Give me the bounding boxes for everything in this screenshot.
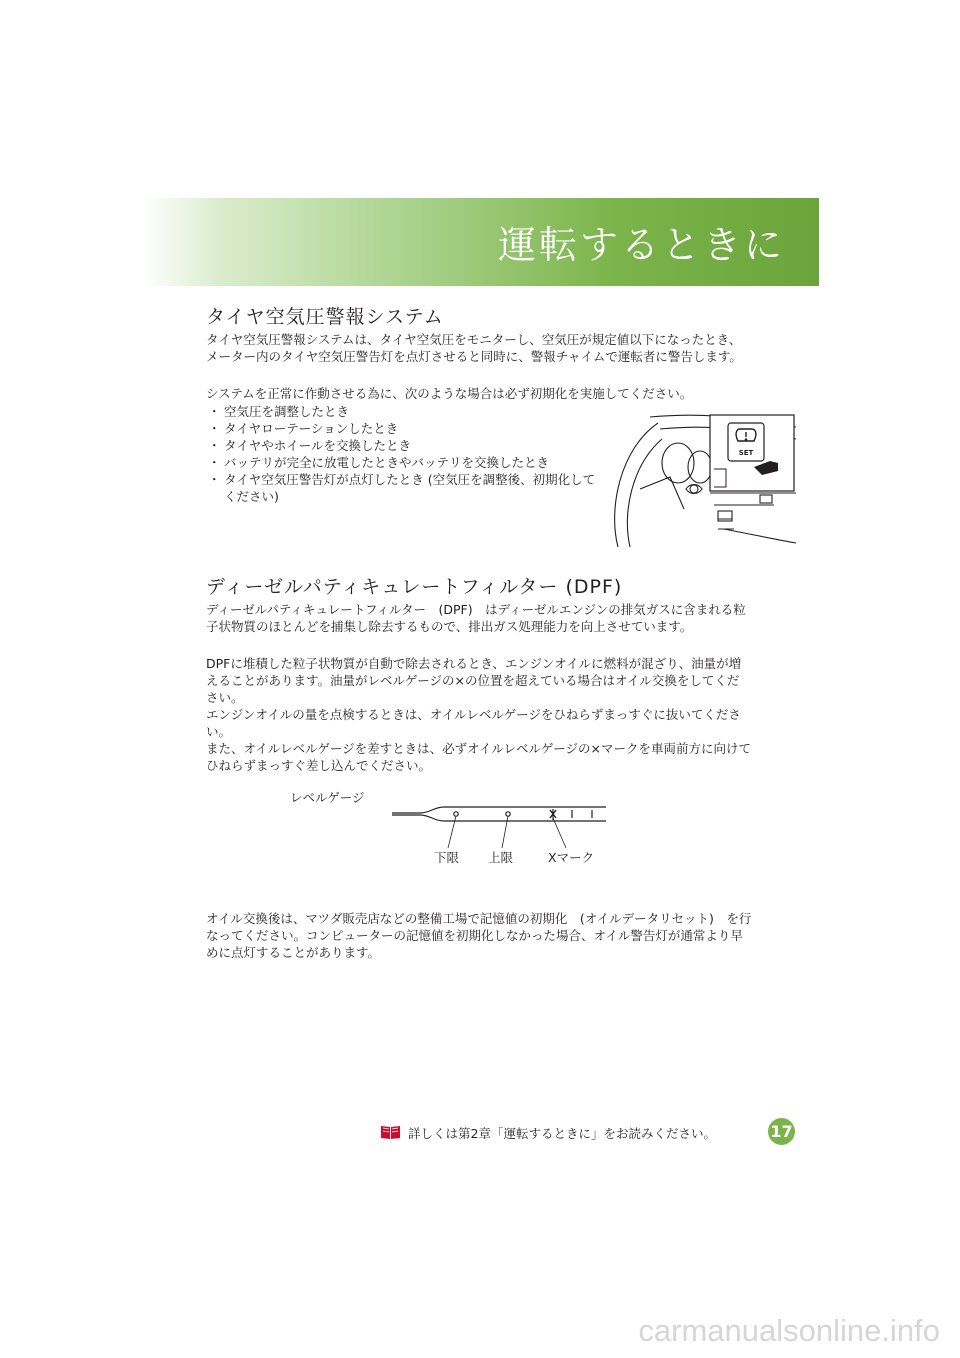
tpms-heading: タイヤ空気圧警報システム	[206, 306, 444, 328]
dashboard-set-button-illustration	[614, 409, 796, 547]
list-item	[206, 403, 598, 420]
ignition-knob	[690, 485, 698, 493]
bullet: ・	[208, 455, 221, 470]
dpf-body-line: エンジンオイルの量を点検するときは、オイルレベルゲージをひねらずまっすぐに抜いてくださ	[206, 707, 741, 722]
lower-limit-label: 下限	[434, 850, 460, 865]
watermark: carmanualsonline.info	[638, 1313, 940, 1348]
dpf-body-line: ひねらずまっすぐ差し込んでください。	[206, 758, 432, 773]
upper-limit-label: 上限	[488, 850, 514, 865]
oil-change-note	[206, 910, 798, 961]
oil-change-line: めに点灯することがあります。	[206, 945, 381, 960]
page-number: 17	[768, 1118, 795, 1145]
bullet: ・	[208, 404, 221, 419]
book-icon	[380, 1124, 401, 1140]
dpf-body	[206, 655, 798, 774]
dpf-body-line: さい。	[206, 690, 244, 705]
tpms-init-list	[206, 403, 598, 505]
dpf-body-line: えることがあります。油量がレベルゲージの×の位置を超えている場合はオイル交換をしてくだ	[206, 673, 740, 688]
list-item-text: タイヤ空気圧警告灯が点灯したとき (空気圧を調整後、初期化してください)	[224, 472, 596, 504]
steering-spoke	[640, 477, 684, 509]
bullet: ・	[208, 421, 221, 436]
tpms-intro-line: メーター内のタイヤ空気圧警告灯を点灯させると同時に、警報チャイムで運転者に警告します。	[206, 349, 742, 364]
dpf-body-line: また、オイルレベルゲージを差すときは、必ずオイルレベルゲージの×マークを車両前方に向けて	[206, 741, 751, 756]
tpms-init-note: システムを正常に作動させる為に、次のような場合は必ず初期化を実施してください。	[206, 386, 693, 401]
chapter-banner	[142, 198, 819, 286]
leader-line	[553, 818, 566, 848]
list-item	[206, 420, 598, 437]
tpms-intro	[206, 331, 798, 365]
leader-line	[502, 816, 508, 848]
list-item	[206, 437, 598, 454]
dpf-intro	[206, 601, 798, 635]
dashboard-edge	[724, 529, 796, 543]
chapter-title: 運転するときに	[497, 223, 785, 267]
list-item-text: バッテリが完全に放電したときやバッテリを交換したとき	[224, 455, 550, 470]
steering-wheel-rim	[615, 423, 658, 547]
dpf-heading: ディーゼルパティキュレートフィルター (DPF)	[206, 576, 623, 598]
set-label: SET	[738, 449, 754, 457]
dpf-body-line: い。	[206, 724, 232, 739]
footer-reference: 詳しくは第2章「運転するときに」をお読みください。	[408, 1126, 716, 1141]
dipstick-body	[392, 807, 606, 813]
bullet: ・	[208, 472, 221, 487]
oil-change-line: なってください。コンピューターの記憶値を初期化しなかった場合、オイル警告灯が通常より早	[206, 928, 743, 943]
level-gauge-label: レベルゲージ	[290, 790, 365, 805]
list-item	[206, 454, 598, 471]
list-item-text: タイヤローテーションしたとき	[224, 421, 399, 436]
list-item-text: タイヤやホイールを交換したとき	[224, 438, 412, 453]
key-slot	[686, 485, 702, 494]
console-switch	[760, 495, 772, 503]
tpms-intro-line: タイヤ空気圧警報システムは、タイヤ空気圧をモニターし、空気圧が規定値以下になったとき、	[206, 332, 742, 347]
leader-line	[448, 816, 456, 848]
list-item-text: 空気圧を調整したとき	[224, 404, 350, 419]
dpf-body-line: DPFに堆積した粒子状物質が自動で除去されるとき、エンジンオイルに燃料が混ざり、油量が増	[206, 656, 742, 671]
x-mark-label: Xマーク	[548, 850, 595, 865]
oil-change-line: オイル交換後は、マツダ販売店などの整備工場で記憶値の初期化 (オイルデータリセット) を行	[206, 911, 752, 926]
meter-gauge	[662, 443, 694, 483]
gauge-leader-lines	[380, 816, 620, 850]
list-item	[206, 471, 598, 505]
meter-gauge	[688, 451, 712, 483]
steering-wheel-inner	[627, 439, 662, 547]
bullet: ・	[208, 438, 221, 453]
dpf-intro-line: ディーゼルパティキュレートフィルター (DPF) はディーゼルエンジンの排気ガスに含まれる粒	[206, 602, 746, 617]
dpf-intro-line: 子状物質のほとんどを捕集し除去するもので、排出ガス処理能力を向上させています。	[206, 619, 693, 634]
